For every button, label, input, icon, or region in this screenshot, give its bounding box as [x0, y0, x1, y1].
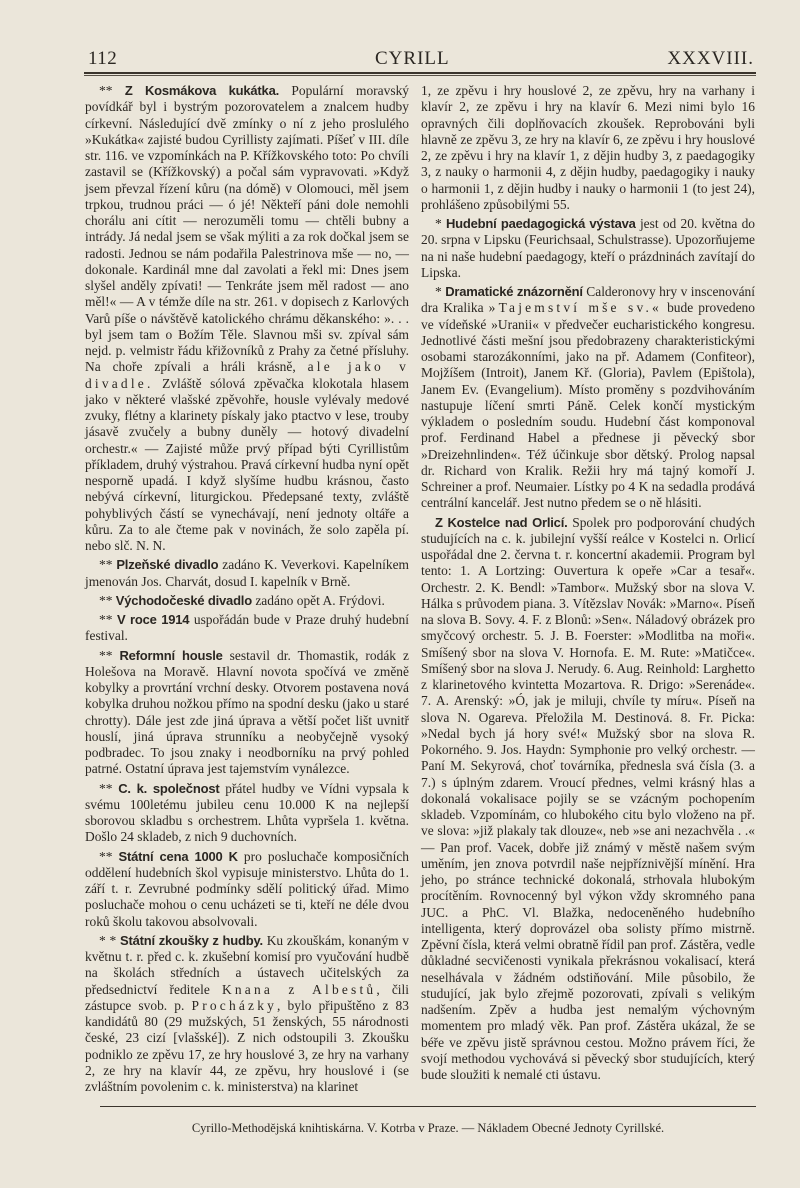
news-item-text: přátel hudby ve Vídni vypsala k svému 100letému jubileu cenu 10.000 K na nejlepší sborovou skladbu s orchestrem. Lhůta vypršela 1. května. Došlo 24 skladeb, z nich 9 duchovních.: [85, 780, 410, 845]
news-item-text: *: [435, 284, 446, 299]
news-item-text: bude provedeno ve vídeňské »Uranii« v předvečer eucharistického kongresu. Jednotlivé části mešní jsou předobrazeny charakteristickými osobami starozákonními, jako na př. Adamem (Confiteor), Mojžíšem (Introit), Janem Kř. (Gloria), Pavlem (Epištola), Janem Ev. (Evangelium). Místo proměny s pozdvihováním nastupuje líčení smrti Páně. Celek končí mystickým výkladem o posledním soudu. Hudební část komponoval prof. Ferdinand Habel a přednese ji pěvecký sbor »Dreizehnlinden«. Též účinkuje sbor dětský. Prolog napsal dr. Richard von Kralik. Režii hry má tajný komoří J. Schreiner a prof. Neumaier. Lístky po 4 K na sedadla prodává centrální kancelář. Jest nutno předem se o ně hlásiti.: [421, 300, 755, 511]
news-item-text: uspořádán bude v Praze druhý hudební festival.: [85, 612, 409, 644]
news-item-text: **: [99, 848, 119, 864]
news-item-heading: C. k. společnost: [118, 780, 220, 796]
spaced-emphasis: ale jako v divadle.: [85, 359, 410, 391]
news-item-text: **: [99, 592, 116, 608]
news-item-heading: Státní cena 1000 K: [118, 848, 238, 864]
news-item: [85, 83, 409, 554]
header-rule: [84, 72, 756, 74]
news-item-text: **: [99, 647, 120, 663]
news-item-heading: Hudební paedagogická výstava: [445, 216, 636, 231]
news-item-text: zadáno opět A. Frýdovi.: [251, 592, 385, 608]
news-item-text: zadáno K. Veverkovi. Kapelníkem jmenován Jos. Charvát, dosud I. kapelník v Brně.: [85, 557, 409, 589]
spaced-emphasis: Procházky: [191, 997, 278, 1013]
volume-number: XXXVIII.: [667, 48, 754, 69]
right-column: [421, 83, 755, 1086]
news-item: [85, 612, 409, 645]
news-item: [85, 557, 409, 590]
news-item-text: **: [99, 83, 125, 98]
news-item-text: Ku zkouškám, konaným v květnu t. r. před c. k. zkušební komisí pro vyučování hudbě na školách středních a ústavech učitelských za předsednictví ředitele: [85, 932, 410, 997]
journal-title: CYRILL: [375, 48, 450, 69]
news-item-heading: V roce 1914: [116, 612, 190, 627]
news-item: [85, 933, 409, 1096]
news-item-heading: Reformní housle: [119, 647, 223, 663]
news-item-text: Spolek pro podporování chudých studujících na c. k. jubilejní vyšší reálce v Kostelci n. Orlicí uspořádal dne 2. června t. r. koncertní akademii. Program byl tento: 1. A Lortzing: Ouvertura k opeře »Car a tesař«. Orchestr. 2. K. Bendl: »Tambor«. Mužský sbor na slova V. Hálka s průvodem piana. 3. Vítězslav Novák: »Marno«. Píseň na slova B. Sovy. 4. F. z Blonů: »Sen«. Náladový obrázek pro smyčcový orchestr. 5. J. B. Foerster: »Modlitba na moři«. Smíšený sbor na slova V. Hornofa. E. M. Rute: »Matičce«. Smíšený sbor na slova J. Nerudy. 6. Aug. Reinhold: Larghetto z klarinetového kvintetta Mozartova. R. Drigo: »Serenáde«. 7. A. Arenský: »Ó, jak je miluji, chvíle ty míru«. Píseň na slova N. Ogareva. Přeložila M. Destinová. 8. Fr. Picka: »Nedal bych já hory své!« Mužský sbor na slova R. Pokorného. 9. Jos. Haydn: Symphonie pro velký orchestr. — Paní M. Sekyrová, choť továrníka, přednesla svá čísla (3. a 7.) s úplným zdarem. Vroucí přednes, velmi krásný hlas a dokonalá vokalisace pojily se se vzácným pochopením skladeb. Vzpomínám, co hlubokého citu bylo vloženo na př. ve slova: »již plakaly tak dlouze«, neb »se ani nezachvěla . .« — Pan prof. Vacek, dobře již známý v městě našem svým uměním, jen znova potvrdil naše nejpříznivější mínění. Hra jeho, po stránce technické dokonalá, strhovala hlubokým procítěním. Rovnocenný byl výkon vždy skromného pana JUC. a PhC. Vl. Blažka, nedoceněného hudebního intelligenta, který doprovázel oba solisty přímo mistrně. Zpěvní čísla, která velmi obratně řídil pan prof. Zástěra, vedle důkladné secvičenosti vynikala překrásnou vokalisací, která neselhávala v žádném odstiňování. Mile působilo, že studující, jak bylo zřejmě pozorovati, zpívali s velikým nadšením. Zpěv a hudba jest nemalým výchovným momentem pro mladý věk. Pan prof. Zástěra ukázal, že se béře ve zpěvu jistě správnou cestou. Možno právem říci, že svojí methodou vychovává si pěvecký sbor studujících, který bude sloužiti k nemalé cti ústavu.: [421, 514, 755, 1082]
running-header: [88, 48, 754, 72]
printer-imprint: Cyrillo-Methodějská knihtiskárna. V. Kotrba v Praze. — Nákladem Obecné Jednoty Cyrillské.: [191, 1121, 665, 1135]
left-column: [85, 83, 409, 1098]
news-item: [421, 83, 755, 213]
news-item-text: Calderonovy hry v inscenování dra Kralika: [421, 284, 755, 316]
news-item-text: **: [99, 612, 117, 627]
news-item-heading: Dramatické znázornění: [445, 284, 583, 299]
header-rule-thin: [84, 75, 756, 76]
news-item-text: **: [99, 780, 119, 796]
news-item-text: *: [435, 216, 446, 231]
news-item-heading: Plzeňské divadlo: [116, 557, 219, 573]
news-item-text: Zvláště sólová zpěvačka klokotala hlasem jako v některé vlašské zpěvohře, housle vylévaly medové zvuky, flétny a klarinety pískaly jako ptactvo v lese, trouby jásavě zvučely a bubny duněly — hotový divadelní orchestr.« — Zajisté může prvý případ býti Cyrillistům příkladem, druhý výstrahou. Pravá církevní hudba nyní opět nesporně upadá. I když slyšíme hudbu krásnou, často nebývá církevní, liturgickou. Předepsané texty, zvláště pohyblivých částí se vynechávají, není jednoty oltáře a kůru. Za to ale čteme pak v novinách, že solo zapěla pí. nebo slč. N. N.: [85, 375, 409, 553]
page-number: 112: [88, 48, 118, 69]
news-item-text: **: [99, 557, 117, 573]
spaced-emphasis: »Tajemství mše sv.«: [488, 300, 662, 316]
news-item-heading: Státní zkoušky z hudby.: [119, 932, 263, 948]
news-item: [85, 648, 409, 778]
news-item-heading: Z Kosmákova kukátka.: [124, 83, 280, 98]
news-item: [421, 284, 755, 512]
news-item-heading: Východočeské divadlo: [115, 592, 252, 608]
news-item-heading: Z Kostelce nad Orlicí.: [435, 514, 568, 530]
news-item-text: pro posluchače komposičních oddělení hudebních škol vypisuje ministerstvo. Lhůta do 1. září t. r. Zevrubné podmínky sdělí politický úřad. Mimo posluchače mohou o cenu ucházeti se ti, kteří ne déle dvou roků školu takovou absolvovali.: [85, 848, 410, 929]
news-item: [85, 781, 409, 846]
news-item: [421, 515, 755, 1084]
news-item: [85, 593, 409, 609]
news-item-text: * *: [99, 932, 120, 948]
news-item: [85, 849, 409, 930]
news-item-text: 1, ze zpěvu i hry houslové 2, ze zpěvu, hry na varhany i klavír 2, ze zpěvu i hry na klavír 6. Mezi nimi bylo 16 opravných čili doplňovacích zkoušek. Reprobováni byli hlavně ze zpěvu 3, ze hry na klavír 6, ze zpěvu i hry houslové 2, ze zpěvu i hry na klavír 1, z dějin hudby 3, z paedagogiky 3, z nauky o harmonii 4, z dějin hudby, paedagogiky i nauky o harmonii 1, z dějin hudby i nauky o harmonii 1 (to jest 24), prohlášeno způsobilými 55.: [421, 83, 755, 212]
news-item-text: , čili zástupce svob. p.: [85, 981, 409, 1013]
spaced-emphasis: Knana z Albestů: [221, 981, 377, 997]
news-item-text: jest od 20. května do 20. srpna v Lipsku (Feurichsaal, Schulstrasse). Upozorňujeme na ni naše hudební paedagogy, kteří o prázdninách zavítají do Lipska.: [421, 216, 756, 280]
news-item: [421, 216, 755, 281]
news-item-text: sestavil dr. Thomastik, rodák z Holešova na Moravě. Hlavní novota spočívá ve změně kobylky a provrtání vrchní desky. Otvorem postavena nová kobylka druhou nožkou přímo na spodní desku (jako u staré chrotty). Dále jest zde jiná úprava a větší počet lišt uvnitř houslí, jiná úprava strunníku a neobyčejně vysoký podbradec. To jsou znaky i neodborníku na prvý pohled patrné. Ostatní úprava jest tajemstvím vynálezce.: [85, 647, 409, 777]
footer-rule: [100, 1106, 756, 1107]
news-item-text: Populární moravský povídkář byl i bystrým pozorovatelem a znalcem hudby církevní. Následující dvě zmínky o ní z jeho proslulého »Kukátka« zajisté budou Cyrillisty zajímati. Píšeť v III. díle str. 116. ve vzpomínkách na P. Křížkovského toto: Po chvíli zastavil se (Křížkovský) a počal sám vypravovati. »Když jsem převzal řízení kůru (na dómě) v Olomouci, měl jsem trpkou, trudnou práci — ó jé! Někteří páni dole nemohli chorálu ani cítit — nerozuměli tomu — chtěli bubny a intrády. Já nedal jsem se však mýliti a za rok dočkal jsem se radosti. Jednou se nám podařila Palestrinova mše — no, — dokonale. Kardinál mne dal zavolati a řekl mi: Dnes jsem slyšel anděly zpívati! — Tenkráte jsem měl radost — ano měl!« — A v témže díle na str. 261. v dopisech z Karlových Varů píše o návštěvě katolického chrámu děkanského: ». . . byl jsem tam o Božím Těle. Slavnou mši sv. zpíval sám nejd. p. velmistr řádu křižovníků z Prahy za četné přísluhy. Na choře zpívali a hráli krásně,: [85, 83, 410, 375]
news-item-text: , bylo připuštěno z 83 kandidátů 80 (29 mužských, 51 ženských, 55 národnosti české, 23 cizí [vlašské]). Z nich odstoupili 3. Zkoušku podniklo ze zpěvu 17, ze hry houslové 3, ze hry na varhany 2, ze hry na klavír 44, ze zpěvu, hry houslové i (se zvláštním povolenim c. k. ministerstva) na klarinet: [85, 997, 409, 1094]
